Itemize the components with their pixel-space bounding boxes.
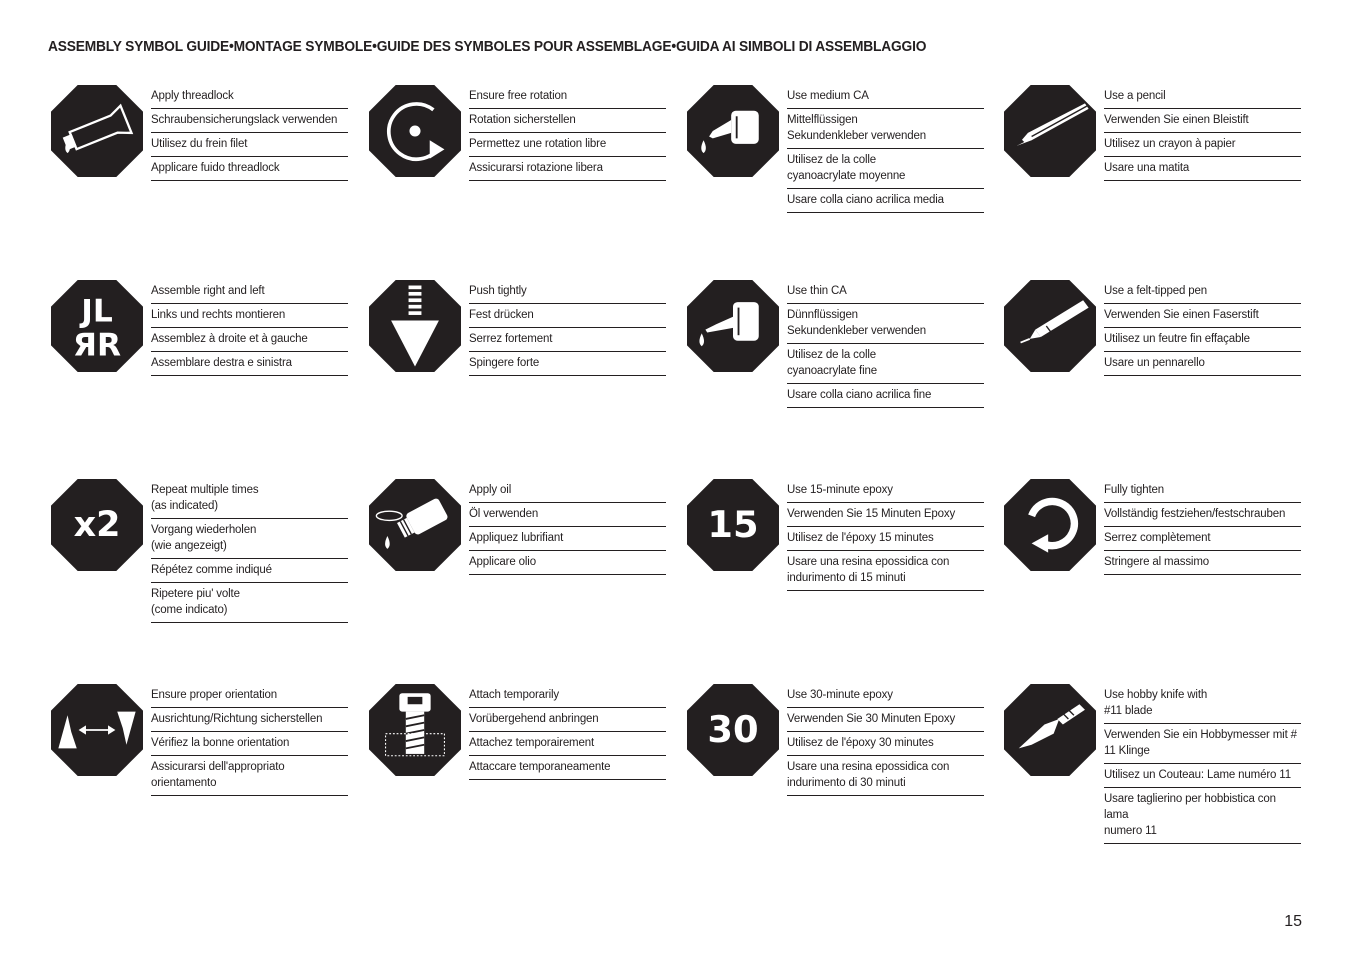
entry-text-fr: Utilisez de la colle cyanoacrylate moyenne [787, 149, 984, 189]
entry-text-it: Assemblare destra e sinistra [151, 352, 348, 376]
entry-text-it: Usare un pennarello [1104, 352, 1301, 376]
felt-pen-icon [1004, 280, 1096, 372]
entry-text-de: Links und rechts montieren [151, 304, 348, 328]
entry-text-en: Apply threadlock [151, 85, 348, 109]
entry-text-it: Assicurarsi dell'appropriato orientamento [151, 756, 348, 796]
tighten-arrow-icon [1004, 479, 1096, 571]
page-number: 15 [1284, 913, 1302, 930]
entry-text-de: Vorübergehend anbringen [469, 708, 666, 732]
entry-text-fr: Utilisez de la colle cyanoacrylate fine [787, 344, 984, 384]
entry-text-it: Assicurarsi rotazione libera [469, 157, 666, 181]
entry-text-en: Use medium CA [787, 85, 984, 109]
entry-text-it: Usare una resina epossidica con indurimento di 15 minuti [787, 551, 984, 591]
entry-text-de: Öl verwenden [469, 503, 666, 527]
entry-text-de: Verwenden Sie einen Faserstift [1104, 304, 1301, 328]
entry-text-it: Applicare fuido threadlock [151, 157, 348, 181]
entry-text-fr: Utilisez un Couteau: Lame numéro 11 [1104, 764, 1301, 788]
page-title: ASSEMBLY SYMBOL GUIDE•MONTAGE SYMBOLE•GUIDE DES SYMBOLES POUR ASSEMBLAGE•GUIDA AI SIMBOLI DI ASSEMBLAGGIO [48, 39, 927, 55]
epoxy-15-glyph: 15 [707, 502, 759, 546]
entry-text-en: Use 15-minute epoxy [787, 479, 984, 503]
entry-text-en: Ensure proper orientation [151, 684, 348, 708]
epoxy-15-icon [687, 479, 779, 571]
entry-text-it: Usare colla ciano acrilica media [787, 189, 984, 213]
epoxy-30-icon [687, 684, 779, 776]
entry-text-fr: Attachez temporairement [469, 732, 666, 756]
entry-text-it: Applicare olio [469, 551, 666, 575]
entry-text-en: Push tightly [469, 280, 666, 304]
entry-text-en: Use hobby knife with #11 blade [1104, 684, 1301, 724]
entry-text-en: Ensure free rotation [469, 85, 666, 109]
entry-text-fr: Serrez fortement [469, 328, 666, 352]
entry-text-de: Verwenden Sie 30 Minuten Epoxy [787, 708, 984, 732]
medium-ca-bottle-icon [687, 85, 779, 177]
entry-text-de: Verwenden Sie 15 Minuten Epoxy [787, 503, 984, 527]
free-rotation-icon [369, 85, 461, 177]
thin-ca-bottle-icon [687, 280, 779, 372]
entry-text-de: Verwenden Sie einen Bleistift [1104, 109, 1301, 133]
entry-text-it: Spingere forte [469, 352, 666, 376]
pencil-icon [1004, 85, 1096, 177]
entry-text-en: Use a felt-tipped pen [1104, 280, 1301, 304]
entry-text-fr: Utilisez un feutre fin effaçable [1104, 328, 1301, 352]
entry-text-fr: Répétez comme indiqué [151, 559, 348, 583]
entry-text-de: Fest drücken [469, 304, 666, 328]
entry-text-de: Schraubensicherungslack verwenden [151, 109, 348, 133]
entry-text-de: Mittelflüssigen Sekundenkleber verwenden [787, 109, 984, 149]
entry-text-de: Ausrichtung/Richtung sicherstellen [151, 708, 348, 732]
oil-bottle-icon [369, 479, 461, 571]
entry-text-it: Ripetere piu' volte (come indicato) [151, 583, 348, 623]
threadlock-tube-icon [51, 85, 143, 177]
entry-text-en: Apply oil [469, 479, 666, 503]
repeat-glyph: x2 [73, 505, 121, 546]
left-right-glyph-top: JL [81, 293, 113, 330]
entry-text-en: Attach temporarily [469, 684, 666, 708]
left-right-icon [51, 280, 143, 372]
entry-text-fr: Serrez complètement [1104, 527, 1301, 551]
entry-text-fr: Utilisez de l'époxy 30 minutes [787, 732, 984, 756]
entry-text-en: Fully tighten [1104, 479, 1301, 503]
entry-text-fr: Assemblez à droite et à gauche [151, 328, 348, 352]
entry-text-de: Dünnflüssigen Sekundenkleber verwenden [787, 304, 984, 344]
entry-text-fr: Utilisez un crayon à papier [1104, 133, 1301, 157]
entry-text-it: Usare colla ciano acrilica fine [787, 384, 984, 408]
entry-text-it: Usare una matita [1104, 157, 1301, 181]
entry-text-de: Rotation sicherstellen [469, 109, 666, 133]
repeat-x2-icon [51, 479, 143, 571]
entry-text-fr: Permettez une rotation libre [469, 133, 666, 157]
entry-text-it: Usare una resina epossidica con indurimento di 30 minuti [787, 756, 984, 796]
entry-text-fr: Utilisez du frein filet [151, 133, 348, 157]
entry-text-fr: Appliquez lubrifiant [469, 527, 666, 551]
entry-text-en: Use a pencil [1104, 85, 1301, 109]
hobby-knife-icon [1004, 684, 1096, 776]
entry-text-en: Use 30-minute epoxy [787, 684, 984, 708]
entry-text-it: Usare taglierino per hobbistica con lama numero 11 [1104, 788, 1301, 844]
left-right-glyph-bottom: ЯR [72, 327, 122, 364]
entry-text-de: Vorgang wiederholen (wie angezeigt) [151, 519, 348, 559]
entry-text-de: Verwenden Sie ein Hobbymesser mit # 11 Klinge [1104, 724, 1301, 764]
entry-text-en: Repeat multiple times (as indicated) [151, 479, 348, 519]
entry-text-fr: Vérifiez la bonne orientation [151, 732, 348, 756]
orientation-icon [51, 684, 143, 776]
entry-text-en: Use thin CA [787, 280, 984, 304]
attach-screw-icon [369, 684, 461, 776]
epoxy-30-glyph: 30 [707, 707, 759, 751]
push-arrow-icon [369, 280, 461, 372]
entry-text-en: Assemble right and left [151, 280, 348, 304]
entry-text-it: Attaccare temporaneamente [469, 756, 666, 780]
entry-text-fr: Utilisez de l'époxy 15 minutes [787, 527, 984, 551]
entry-text-it: Stringere al massimo [1104, 551, 1301, 575]
entry-text-de: Vollständig festziehen/festschrauben [1104, 503, 1301, 527]
